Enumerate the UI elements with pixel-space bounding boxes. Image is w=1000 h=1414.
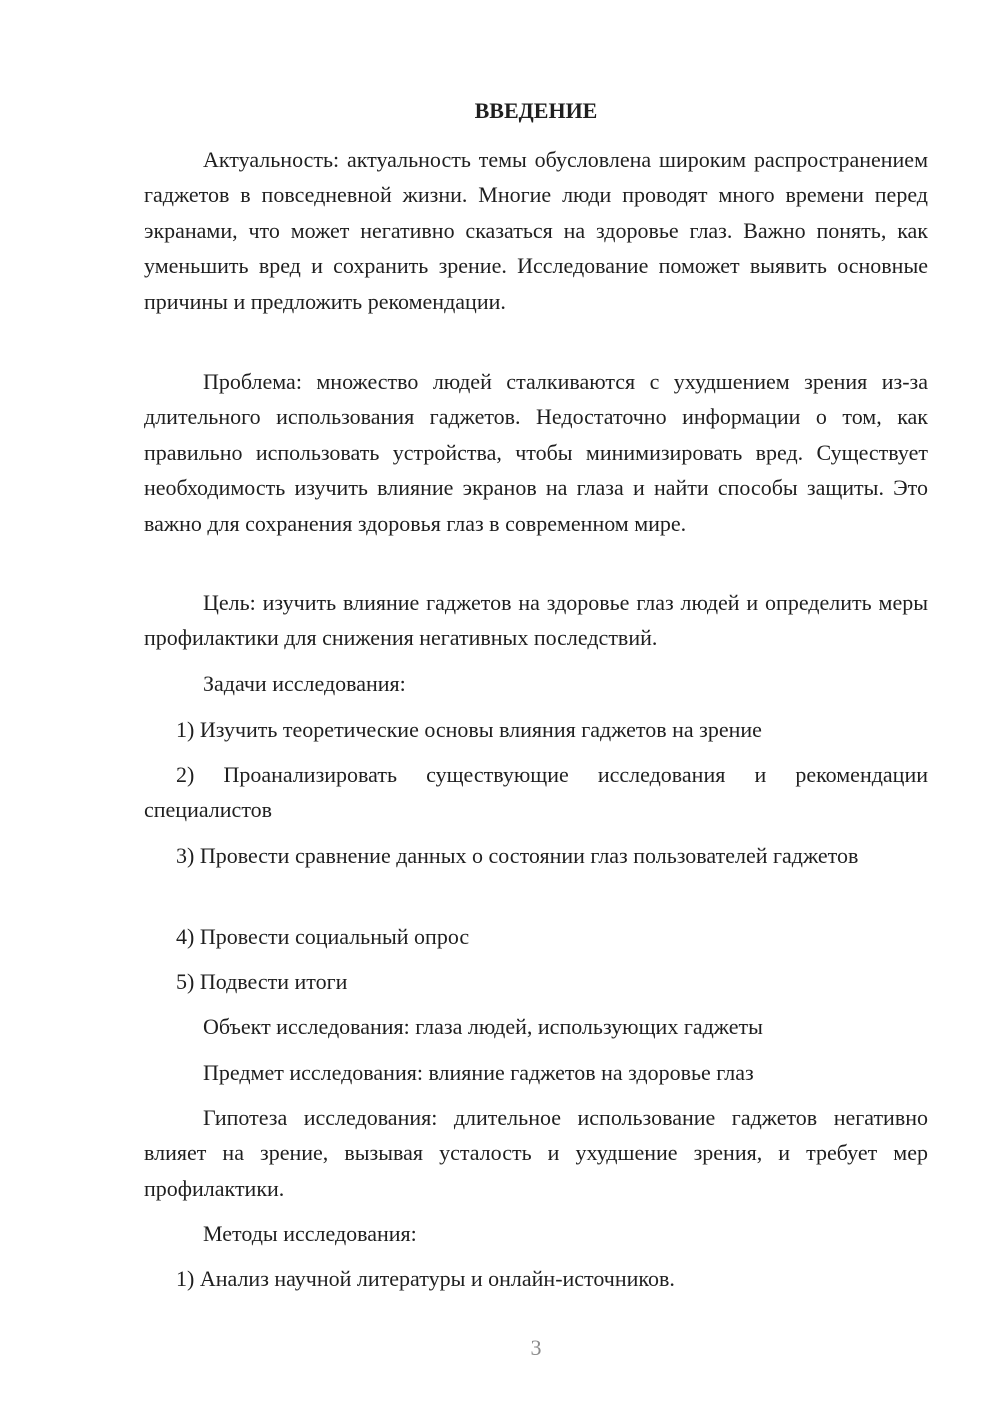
page-title: ВВЕДЕНИЕ — [474, 98, 598, 123]
task-item-2: 2) Проанализировать существующие исследования и рекомендации специалистов — [144, 762, 928, 823]
paragraph-object: Объект исследования: глаза людей, использующих гаджеты — [203, 1014, 763, 1039]
paragraph-goal: Цель: изучить влияние гаджетов на здоровье глаз людей и определить меры профилактики для снижения негативных последствий. — [144, 590, 928, 651]
paragraph-relevance: Актуальность: актуальность темы обусловлена широким распространением гаджетов в повседневной жизни. Многие люди проводят много времени перед экранами, что может негативно сказаться на здоровье глаз. Важно понять, как уменьшить вред и сохранить зрение. Исследование поможет выявить основные причины и предложить рекомендации. — [144, 147, 928, 314]
paragraph-subject: Предмет исследования: влияние гаджетов на здоровье глаз — [203, 1060, 754, 1085]
page-number: 3 — [530, 1335, 542, 1360]
tasks-heading: Задачи исследования: — [203, 671, 406, 696]
methods-heading: Методы исследования: — [203, 1221, 417, 1246]
paragraph-hypothesis: Гипотеза исследования: длительное использование гаджетов негативно влияет на зрение, вызывая усталость и ухудшение зрения, и требует мер профилактики. — [144, 1105, 928, 1201]
task-item-3: 3) Провести сравнение данных о состоянии глаз пользователей гаджетов — [176, 843, 859, 868]
method-item-1: 1) Анализ научной литературы и онлайн-источников. — [176, 1266, 675, 1291]
task-item-4: 4) Провести социальный опрос — [176, 924, 470, 949]
task-item-5: 5) Подвести итоги — [176, 969, 348, 994]
paragraph-problem: Проблема: множество людей сталкиваются с ухудшением зрения из-за длительного использования гаджетов. Недостаточно информации о том, как правильно использовать устройства, чтобы минимизировать вред. Существует необходимость изучить влияние экранов на глаза и найти способы защиты. Это важно для сохранения здоровья глаз в современном мире. — [144, 369, 928, 536]
task-item-1: 1) Изучить теоретические основы влияния гаджетов на зрение — [176, 717, 762, 742]
